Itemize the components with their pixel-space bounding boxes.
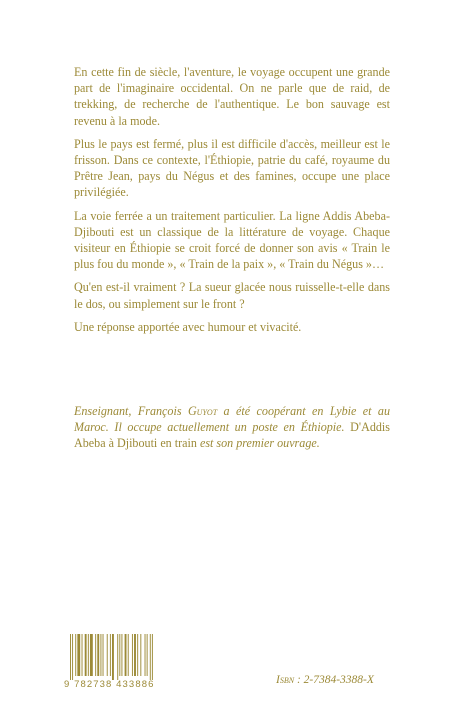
isbn-number: : 2-7384-3388-X: [294, 674, 374, 686]
barcode-bar: [97, 634, 99, 676]
barcode-bar: [88, 634, 89, 676]
author-bio: [74, 403, 390, 452]
author-surname: Guyot: [187, 404, 218, 418]
blurb-paragraph-5: Une réponse apportée avec humour et vivacité.: [74, 319, 302, 334]
barcode-bar: [107, 634, 108, 676]
barcode-bar: [119, 634, 120, 676]
barcode-bar: [90, 634, 93, 676]
barcode-bar: [125, 634, 127, 676]
blurb-paragraph-2: Plus le pays est fermé, plus il est difficile d'accès, meilleur est le frisson. Dans ce contexte, l'Éthiopie, patrie du café, royaume du Prêtre Jean, pays du Négus et des famines, occupe une place privilégiée.: [74, 136, 390, 200]
barcode-bar: [152, 634, 153, 680]
blurb-paragraph-1: En cette fin de siècle, l'aventure, le voyage occupent une grande part de l'imaginaire occidental. On ne parle que de raid, de trekking, de recherche de l'authentique. Le bon sauvage est revenu à la mode.: [74, 65, 390, 128]
blurb-paragraph-3: La voie ferrée a un traitement particulier. La ligne Addis Abeba-Djibouti est un classique de la littérature de voyage. Chaque visiteur en Éthiopie se croit forcé de donner son avis « Train le plus fou du monde », « Train de la paix », « Train du Négus »…: [74, 208, 390, 272]
blurb-paragraph-4: Qu'en est-il vraiment ? La sueur glacée nous ruisselle-t-elle dans le dos, ou simplement sur le front ?: [74, 280, 390, 311]
barcode-bars: [64, 634, 180, 680]
isbn-label: Isbn: [276, 674, 295, 686]
barcode-bar: [128, 634, 129, 676]
book-title: D'Addis Abeba à Djibouti en train: [74, 420, 390, 451]
barcode-bar: [112, 634, 114, 680]
barcode: [64, 634, 180, 694]
back-cover-blurb: [74, 64, 390, 342]
barcode-bar: [147, 634, 148, 676]
barcode-bar: [75, 634, 76, 676]
barcode-bar: [85, 634, 87, 676]
barcode-bar: [70, 634, 71, 680]
barcode-bar: [110, 634, 111, 676]
barcode-bar: [134, 634, 136, 676]
isbn: [276, 674, 374, 686]
barcode-bar: [137, 634, 138, 676]
bio-text-1: Enseignant, François: [74, 404, 188, 418]
barcode-bar: [121, 634, 122, 676]
barcode-bar: [82, 634, 83, 676]
barcode-bar: [77, 634, 80, 676]
barcode-bar: [117, 634, 118, 680]
barcode-bar: [95, 634, 96, 676]
barcode-bar: [140, 634, 141, 676]
bio-text-3: est son premier ouvrage.: [199, 436, 320, 451]
barcode-bar: [150, 634, 151, 680]
author-bio-paragraph: [74, 403, 390, 452]
bio-text-2: a été coopérant en Lybie et au Maroc. Il occupe actuellement un poste en Éthiopie.: [74, 404, 390, 435]
barcode-digits: 9 782738 433886: [64, 679, 155, 690]
barcode-bar: [132, 634, 133, 676]
barcode-bar: [103, 634, 104, 676]
barcode-bar: [72, 634, 73, 680]
barcode-bar: [100, 634, 101, 676]
barcode-bar: [145, 634, 146, 676]
